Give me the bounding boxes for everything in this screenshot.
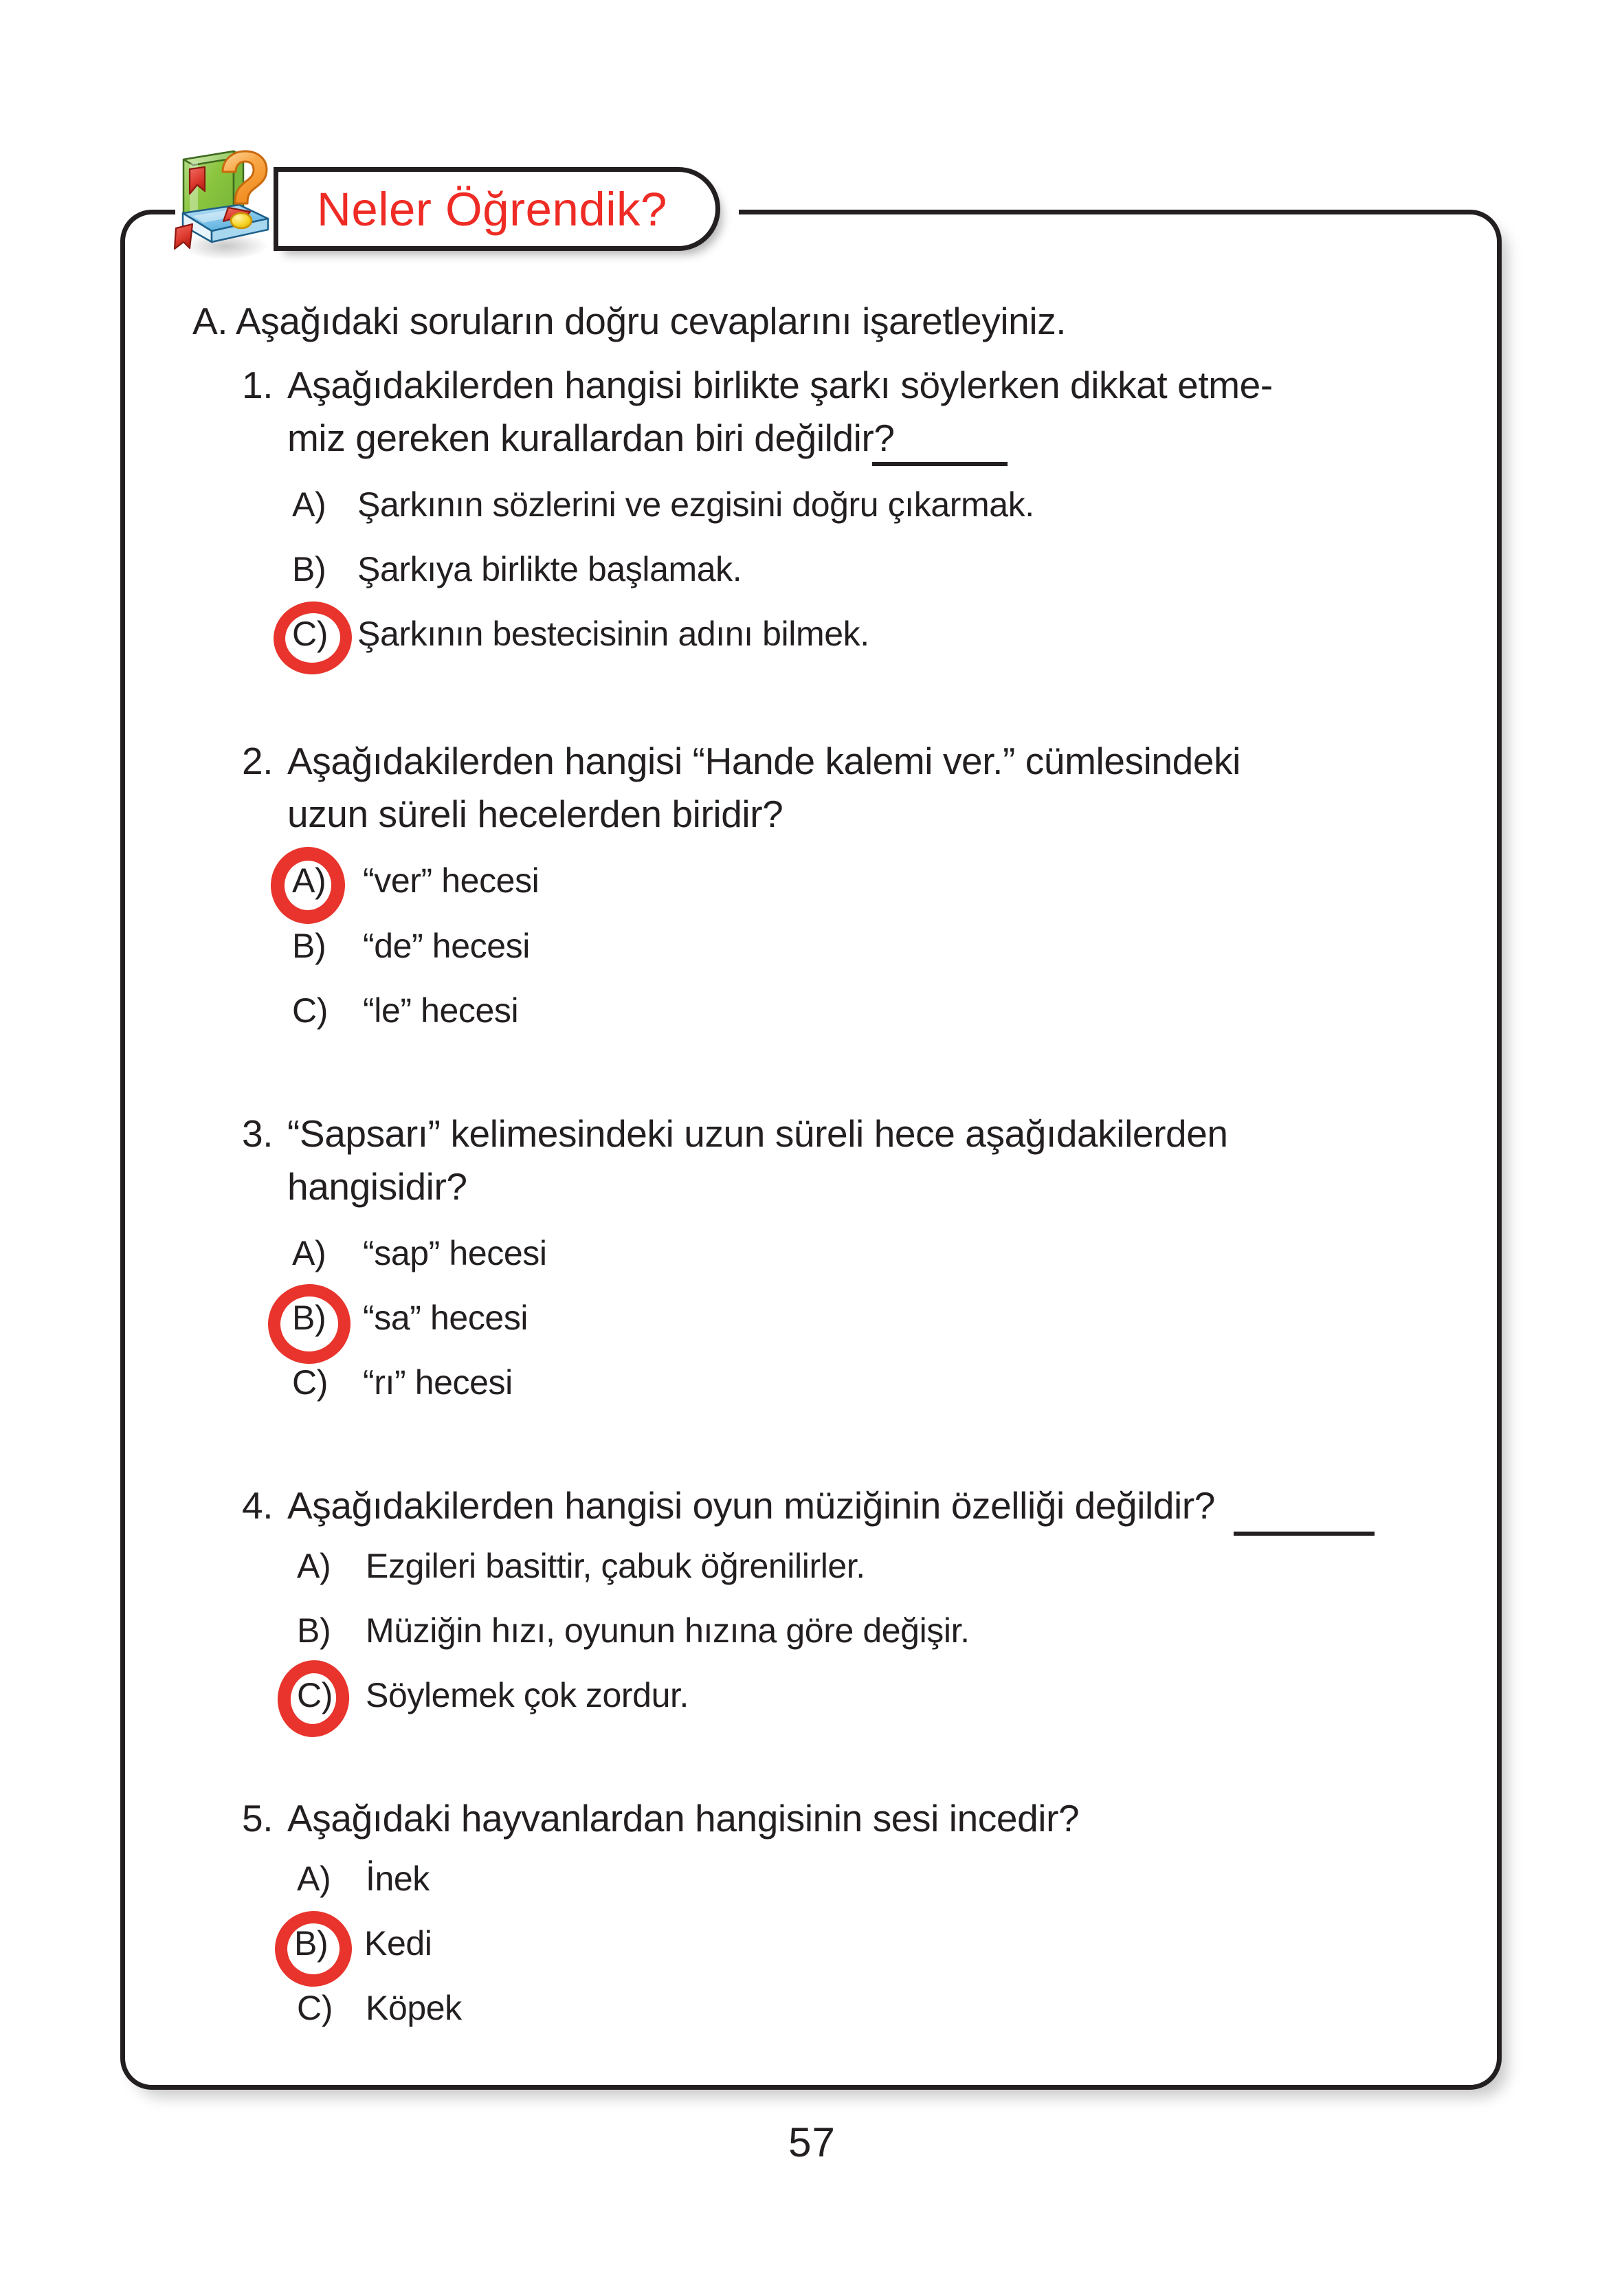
question-3-line-1: “Sapsarı” kelimesindeki uzun süreli hece aşağıdakilerden: [287, 1112, 1228, 1155]
question-1-option-c-text[interactable]: Şarkının bestecisinin adını bilmek.: [357, 615, 869, 653]
question-3-number: 3.: [242, 1112, 274, 1155]
question-3-option-c-text[interactable]: “rı” hecesi: [363, 1363, 513, 1402]
question-2-line-1: Aşağıdakilerden hangisi “Hande kalemi ver.” cümlesindeki: [287, 740, 1241, 782]
question-2-line-2: uzun süreli hecelerden biridir?: [287, 793, 783, 835]
question-5-option-b-letter[interactable]: B): [294, 1924, 329, 1963]
question-4-option-b-text[interactable]: Müziğin hızı, oyunun hızına göre değişir.: [366, 1611, 970, 1650]
section-title-text: Neler Öğrendik?: [317, 182, 667, 236]
books-question-mark-icon: [162, 142, 279, 262]
question-5-option-c-text[interactable]: Köpek: [366, 1989, 462, 2027]
question-2-option-a-text[interactable]: “ver” hecesi: [363, 861, 540, 900]
question-1-option-c-letter[interactable]: C): [292, 615, 328, 653]
question-5-option-a-text[interactable]: İnek: [366, 1859, 430, 1898]
question-1-option-b-letter[interactable]: B): [292, 550, 326, 588]
question-3-option-a-text[interactable]: “sap” hecesi: [363, 1234, 547, 1272]
question-3-option-c-letter[interactable]: C): [292, 1363, 328, 1402]
question-1-option-b-text[interactable]: Şarkıya birlikte başlamak.: [357, 550, 742, 588]
question-4-option-c-text[interactable]: Söylemek çok zordur.: [366, 1676, 689, 1714]
question-1-line-2: miz gereken kurallardan biri değildir?: [287, 417, 895, 459]
question-5-option-a-letter[interactable]: A): [297, 1859, 331, 1898]
question-3-option-b-letter[interactable]: B): [292, 1299, 326, 1337]
question-4-number: 4.: [242, 1484, 274, 1527]
question-1-option-a-text[interactable]: Şarkının sözlerini ve ezgisini doğru çıkarmak.: [357, 485, 1034, 524]
question-5-line-1: Aşağıdaki hayvanlardan hangisinin sesi incedir?: [287, 1797, 1080, 1840]
question-4-option-a-text[interactable]: Ezgileri basittir, çabuk öğrenilirler.: [366, 1547, 865, 1585]
question-3-option-a-letter[interactable]: A): [292, 1234, 326, 1272]
question-1-line-1: Aşağıdakilerden hangisi birlikte şarkı söylerken dikkat etme-: [287, 364, 1273, 406]
section-title-pill: [274, 167, 720, 251]
question-3-option-b-text[interactable]: “sa” hecesi: [363, 1299, 529, 1337]
question-2-option-b-text[interactable]: “de” hecesi: [363, 927, 530, 965]
question-2-option-a-letter[interactable]: A): [292, 861, 326, 900]
question-4-option-c-letter[interactable]: C): [297, 1676, 333, 1714]
section-a-label: A. Aşağıdaki soruların doğru cevaplarını işaretleyiniz.: [192, 300, 1067, 342]
question-2-number: 2.: [242, 740, 274, 782]
question-5-option-c-letter[interactable]: C): [297, 1989, 333, 2027]
question-2-option-c-text[interactable]: “le” hecesi: [363, 991, 519, 1030]
question-4-option-b-letter[interactable]: B): [297, 1611, 331, 1650]
question-4-negation-underline: [1234, 1532, 1375, 1536]
question-4-line-1: Aşağıdakilerden hangisi oyun müziğinin özelliği değildir?: [287, 1484, 1215, 1527]
page-number: 57: [788, 2119, 836, 2165]
question-1-option-a-letter[interactable]: A): [292, 485, 326, 524]
question-3-line-2: hangisidir?: [287, 1165, 467, 1208]
question-1-negation-underline: [872, 462, 1008, 466]
question-5-option-b-text[interactable]: Kedi: [364, 1924, 432, 1963]
question-2-option-b-letter[interactable]: B): [292, 927, 326, 965]
question-5-number: 5.: [242, 1797, 274, 1840]
question-2-option-c-letter[interactable]: C): [292, 991, 328, 1030]
question-4-option-a-letter[interactable]: A): [297, 1547, 331, 1585]
question-1-number: 1.: [242, 364, 274, 406]
